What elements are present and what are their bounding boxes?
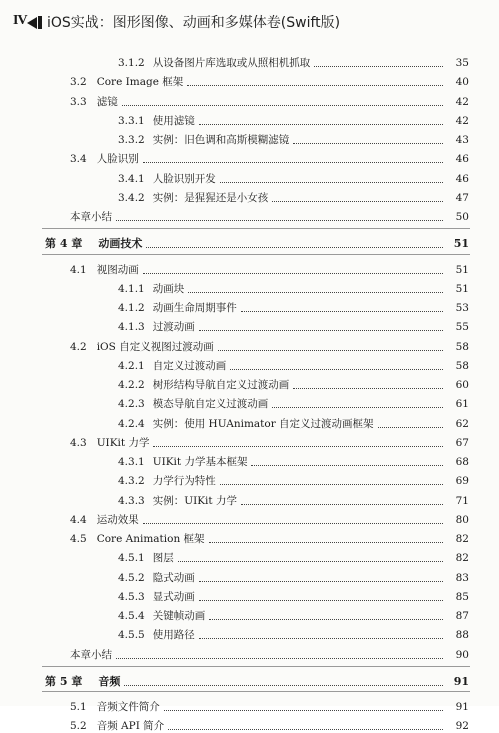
entry-page: 68 bbox=[455, 456, 469, 468]
toc-entry[interactable] bbox=[0, 624, 499, 642]
leader-dots bbox=[293, 143, 443, 144]
entry-number: 4.2.4 bbox=[118, 417, 145, 430]
entry-number: 3.3.1 bbox=[118, 114, 145, 127]
entry-title: 本章小结 bbox=[70, 211, 112, 223]
entry-page: 80 bbox=[455, 513, 469, 526]
leader-dots bbox=[251, 465, 443, 466]
leader-dots bbox=[199, 581, 443, 582]
toc-entry[interactable] bbox=[0, 110, 499, 128]
toc-entry[interactable] bbox=[0, 168, 499, 186]
entry-title: 隐式动画 bbox=[152, 571, 195, 584]
entry-number: 4.2.1 bbox=[118, 359, 145, 372]
leader-dots bbox=[272, 201, 443, 202]
entry-number: 4.2.3 bbox=[118, 398, 145, 411]
toc-entry[interactable] bbox=[0, 206, 499, 224]
entry-page: 69 bbox=[455, 475, 469, 488]
leader-dots bbox=[188, 292, 443, 293]
entry-number: 第 4 章 bbox=[45, 237, 83, 251]
entry-title: 从设备图片库选取或从照相机抓取 bbox=[152, 57, 311, 69]
entry-title: 音频文件简介 bbox=[96, 701, 160, 713]
entry-page: 58 bbox=[455, 340, 469, 353]
entry-number: 4.1.1 bbox=[118, 282, 145, 295]
toc-entry[interactable] bbox=[0, 148, 499, 166]
chapter-entry[interactable] bbox=[0, 233, 499, 251]
entry-page: 47 bbox=[455, 191, 469, 204]
entry-title: 动画块 bbox=[152, 282, 185, 295]
entry-title: Core Animation 框架 bbox=[96, 533, 205, 545]
entry-number: 5.1 bbox=[70, 701, 87, 713]
leader-dots bbox=[116, 658, 443, 659]
entry-title: 人脸识别开发 bbox=[152, 172, 216, 185]
entry-number: 4.5.1 bbox=[118, 552, 145, 565]
entry-title: 自定义过渡动画 bbox=[152, 359, 227, 372]
entry-title: 模态导航自定义过渡动画 bbox=[152, 398, 269, 411]
leader-dots bbox=[199, 124, 443, 125]
toc-entry[interactable] bbox=[0, 567, 499, 585]
leader-dots bbox=[218, 350, 443, 351]
toc-entry[interactable] bbox=[0, 393, 499, 411]
leader-dots bbox=[168, 729, 443, 730]
leader-dots bbox=[116, 220, 443, 221]
toc-entry[interactable] bbox=[0, 355, 499, 373]
entry-number: 4.1.2 bbox=[118, 302, 145, 314]
entry-page: 91 bbox=[453, 674, 469, 688]
entry-title: 过渡动画 bbox=[152, 321, 195, 334]
entry-title: 使用滤镜 bbox=[152, 114, 195, 127]
entry-number: 4.5 bbox=[70, 533, 87, 545]
toc-entry[interactable] bbox=[0, 451, 499, 469]
entry-title: 运动效果 bbox=[96, 513, 139, 526]
leader-dots bbox=[199, 600, 443, 601]
entry-title: Core Image 框架 bbox=[96, 76, 184, 89]
entry-title: UIKit 力学 bbox=[96, 436, 150, 449]
toc-entry[interactable] bbox=[0, 278, 499, 296]
toc-entry[interactable] bbox=[0, 586, 499, 604]
toc-entry[interactable] bbox=[0, 91, 499, 109]
entry-title: 树形结构导航自定义过渡动画 bbox=[152, 379, 290, 391]
entry-title: 力学行为特性 bbox=[152, 475, 216, 488]
entry-page: 62 bbox=[455, 417, 469, 430]
leader-dots bbox=[143, 523, 443, 524]
page-header bbox=[0, 0, 499, 44]
toc-entry[interactable] bbox=[0, 470, 499, 488]
entry-title: 动画生命周期事件 bbox=[152, 302, 237, 314]
entry-number: 3.4.1 bbox=[118, 172, 145, 185]
entry-page: 51 bbox=[455, 282, 469, 295]
toc-entry[interactable] bbox=[0, 644, 499, 662]
leader-dots bbox=[187, 85, 443, 86]
entry-number: 4.1.3 bbox=[118, 321, 145, 334]
entry-title: 视图动画 bbox=[96, 263, 139, 276]
leader-dots bbox=[230, 369, 443, 370]
entry-page: 87 bbox=[455, 610, 469, 622]
toc-entry[interactable] bbox=[0, 490, 499, 508]
entry-page: 42 bbox=[455, 114, 469, 127]
chapter-divider bbox=[42, 666, 470, 667]
entry-page: 40 bbox=[455, 76, 469, 89]
entry-page: 58 bbox=[455, 359, 469, 372]
leader-dots bbox=[153, 446, 443, 447]
book-title: iOS实战：图形图像、动画和多媒体卷(Swift版) bbox=[47, 15, 341, 31]
entry-page: 55 bbox=[455, 321, 469, 334]
toc-entry[interactable] bbox=[0, 547, 499, 565]
leader-dots bbox=[314, 66, 443, 67]
entry-number: 4.5.5 bbox=[118, 629, 145, 642]
entry-page: 60 bbox=[455, 379, 469, 391]
entry-title: 滤镜 bbox=[96, 95, 118, 108]
leader-dots bbox=[124, 685, 443, 686]
toc-entry[interactable] bbox=[0, 413, 499, 431]
entry-number: 4.5.2 bbox=[118, 571, 145, 584]
leader-dots bbox=[199, 330, 443, 331]
leader-dots bbox=[164, 710, 443, 711]
entry-page: 88 bbox=[455, 629, 469, 642]
toc-entry[interactable] bbox=[0, 528, 499, 546]
toc-entry[interactable] bbox=[0, 316, 499, 334]
entry-title: 实例：是猩猩还是小女孩 bbox=[152, 191, 269, 204]
toc-entry[interactable] bbox=[0, 187, 499, 205]
entry-number: 4.1 bbox=[70, 263, 87, 276]
toc-entry[interactable] bbox=[0, 336, 499, 354]
toc-entry[interactable] bbox=[0, 297, 499, 315]
entry-number: 5.2 bbox=[70, 720, 87, 733]
leader-dots bbox=[293, 388, 443, 389]
toc-entry[interactable] bbox=[0, 71, 499, 89]
leader-dots bbox=[146, 247, 443, 248]
entry-title: 图层 bbox=[152, 552, 174, 565]
entry-page: 51 bbox=[455, 263, 469, 276]
entry-title: iOS 自定义视图过渡动画 bbox=[96, 340, 214, 353]
entry-page: 46 bbox=[455, 172, 469, 185]
leader-dots bbox=[209, 619, 443, 620]
entry-number: 3.1.2 bbox=[118, 57, 145, 69]
entry-page: 85 bbox=[455, 590, 469, 603]
toc-entry[interactable] bbox=[0, 374, 499, 392]
entry-page: 50 bbox=[455, 211, 469, 223]
entry-page: 43 bbox=[455, 134, 469, 146]
entry-page: 71 bbox=[455, 494, 469, 507]
chapter-divider bbox=[42, 228, 470, 229]
leader-dots bbox=[122, 105, 443, 106]
leader-dots bbox=[241, 311, 443, 312]
entry-page: 90 bbox=[455, 648, 469, 661]
entry-title: 实例：旧色调和高斯模糊滤镜 bbox=[152, 134, 290, 146]
entry-page: 82 bbox=[455, 552, 469, 565]
leader-dots bbox=[178, 561, 443, 562]
leader-dots bbox=[378, 427, 443, 428]
leader-dots bbox=[209, 542, 443, 543]
entry-number: 4.3.2 bbox=[118, 475, 145, 488]
entry-title: 人脸识别 bbox=[96, 153, 139, 166]
entry-number: 3.2 bbox=[70, 76, 87, 89]
entry-page: 61 bbox=[455, 398, 469, 411]
entry-number: 第 5 章 bbox=[45, 674, 83, 688]
entry-number: 3.3.2 bbox=[118, 134, 145, 146]
leader-dots bbox=[272, 407, 443, 408]
chapter-divider bbox=[42, 691, 470, 692]
toc-entry[interactable] bbox=[0, 605, 499, 623]
left-arrow-icon bbox=[27, 17, 37, 29]
entry-page: 92 bbox=[455, 720, 469, 733]
entry-number: 4.3.3 bbox=[118, 494, 145, 507]
page-number: IV bbox=[13, 13, 27, 28]
leader-dots bbox=[220, 484, 443, 485]
entry-number: 4.3 bbox=[70, 436, 87, 449]
entry-title: UIKit 力学基本框架 bbox=[152, 456, 248, 468]
leader-dots bbox=[220, 182, 443, 183]
entry-title: 音频 bbox=[98, 674, 121, 688]
entry-number: 4.2.2 bbox=[118, 379, 145, 391]
entry-title: 实例：UIKit 力学 bbox=[152, 494, 237, 507]
entry-page: 53 bbox=[455, 302, 469, 314]
toc-entry[interactable] bbox=[0, 52, 499, 70]
entry-title: 动画技术 bbox=[98, 237, 143, 251]
entry-page: 82 bbox=[455, 533, 469, 545]
chapter-entry[interactable] bbox=[0, 671, 499, 689]
entry-number: 3.4.2 bbox=[118, 191, 145, 204]
entry-number: 3.4 bbox=[70, 153, 87, 166]
entry-title: 实例：使用 HUAnimator 自定义过渡动画框架 bbox=[152, 417, 374, 430]
entry-page: 83 bbox=[455, 571, 469, 584]
leader-dots bbox=[143, 273, 443, 274]
header-bar-icon bbox=[38, 16, 42, 29]
entry-page: 91 bbox=[455, 701, 469, 713]
entry-number: 4.4 bbox=[70, 513, 87, 526]
toc-entry[interactable] bbox=[0, 715, 499, 733]
entry-number: 3.3 bbox=[70, 95, 87, 108]
toc-entry[interactable] bbox=[0, 696, 499, 714]
entry-number: 4.5.4 bbox=[118, 610, 145, 622]
entry-page: 51 bbox=[453, 237, 469, 251]
leader-dots bbox=[143, 162, 443, 163]
toc-entry[interactable] bbox=[0, 259, 499, 277]
entry-title: 使用路径 bbox=[152, 629, 195, 642]
entry-page: 42 bbox=[455, 95, 469, 108]
entry-page: 67 bbox=[455, 436, 469, 449]
entry-page: 46 bbox=[455, 153, 469, 166]
entry-number: 4.3.1 bbox=[118, 456, 145, 468]
entry-title: 本章小结 bbox=[70, 648, 112, 661]
entry-number: 4.2 bbox=[70, 340, 87, 353]
leader-dots bbox=[241, 504, 443, 505]
toc-entry[interactable] bbox=[0, 509, 499, 527]
entry-title: 音频 API 简介 bbox=[96, 720, 165, 733]
toc-entry[interactable] bbox=[0, 129, 499, 147]
entry-number: 4.5.3 bbox=[118, 590, 145, 603]
leader-dots bbox=[199, 638, 443, 639]
entry-page: 35 bbox=[455, 57, 469, 69]
entry-title: 关键帧动画 bbox=[152, 610, 206, 622]
entry-title: 显式动画 bbox=[152, 590, 195, 603]
chapter-divider bbox=[42, 254, 470, 255]
toc-entry[interactable] bbox=[0, 432, 499, 450]
